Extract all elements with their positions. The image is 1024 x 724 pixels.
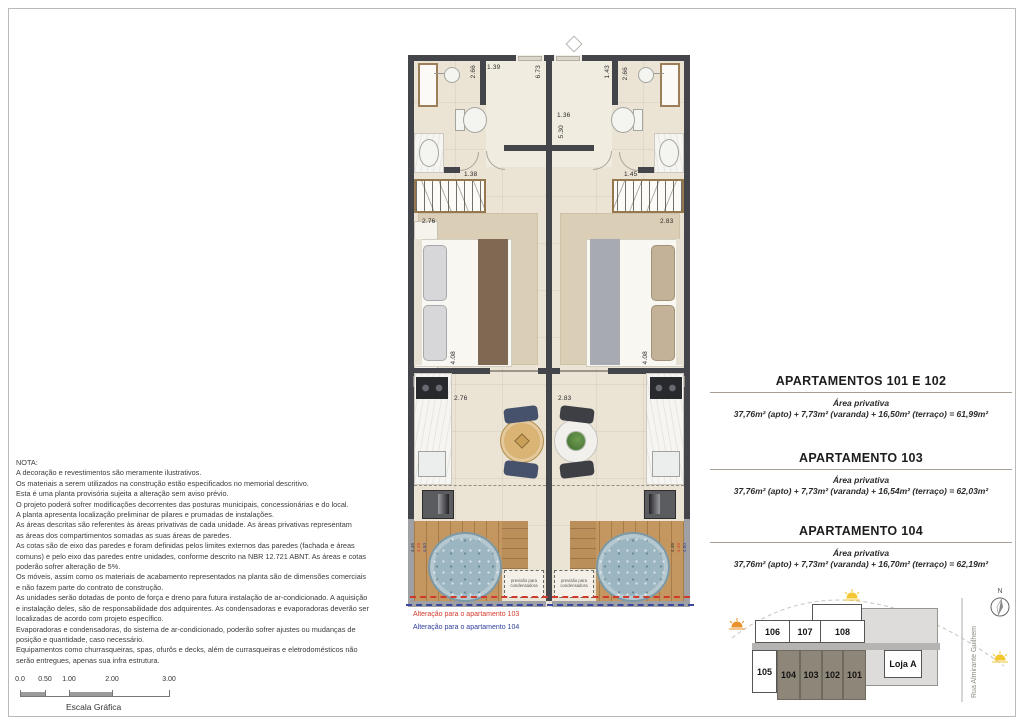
notes-line: posição e quantidade, caso necessário. bbox=[16, 634, 145, 644]
shower bbox=[418, 63, 438, 107]
dim-label: 1.45 bbox=[624, 171, 638, 178]
dim-label: 2.83 bbox=[660, 218, 674, 225]
pillow bbox=[423, 305, 447, 361]
dim-label: 4.46 bbox=[411, 543, 416, 553]
key-plan-loja-a bbox=[884, 650, 922, 678]
unit-right bbox=[552, 55, 690, 607]
key-plan-unit-105 bbox=[752, 650, 777, 693]
notes-line: poderão sofrer alteração de 5%. bbox=[16, 562, 121, 572]
wardrobe bbox=[612, 179, 684, 213]
toilet bbox=[463, 107, 487, 133]
apartment-title: APARTAMENTO 103 bbox=[799, 451, 923, 465]
dining-table bbox=[500, 419, 544, 463]
dim-label: 2.66 bbox=[470, 65, 477, 79]
chair bbox=[503, 460, 539, 479]
scale-bar-tick bbox=[169, 690, 170, 697]
shower bbox=[660, 63, 680, 107]
alteration-label-104: Alteração para o apartamento 104 bbox=[413, 624, 520, 631]
condensadora-label: previsão para bbox=[510, 578, 538, 583]
wall bbox=[538, 368, 546, 374]
deck-strip bbox=[502, 521, 528, 569]
scale-bar-tick bbox=[20, 690, 21, 697]
key-plan bbox=[712, 580, 1014, 712]
key-plan-unit-107 bbox=[789, 620, 821, 643]
notes-line: Equipamentos como churrasqueiras, spas, ofurôs e decks, além de currasqueiras e eletrodomésticos não bbox=[16, 645, 358, 655]
area-label: Área privativa bbox=[832, 398, 890, 408]
pillow bbox=[651, 245, 675, 301]
ofuro-tub bbox=[428, 532, 502, 602]
street-label: Rua Almirante Guilhem bbox=[971, 626, 978, 698]
kitchen-sink bbox=[418, 451, 446, 477]
condensadora-box bbox=[554, 570, 594, 598]
bathroom-sink bbox=[638, 67, 654, 83]
chair bbox=[503, 405, 539, 424]
notes-line: serão entregues, apenas sua infra estrutura. bbox=[16, 655, 160, 665]
faucet-line bbox=[654, 73, 664, 74]
apartment-section-104 bbox=[710, 524, 1012, 569]
apartment-section-101-102 bbox=[710, 374, 1012, 419]
graphic-scale bbox=[16, 676, 196, 720]
notes-line: Esta é uma planta provisória sujeita a alteração sem aviso prévio. bbox=[16, 489, 229, 499]
key-plan-unit-106 bbox=[755, 620, 790, 643]
apartment-title: APARTAMENTOS 101 E 102 bbox=[775, 374, 947, 388]
wall bbox=[684, 55, 690, 519]
notes-line: comuns) e pelo eixo das paredes entre unidades, conforme descrito na NBR 12.721 ABNT. As áreas e cotas bbox=[16, 551, 367, 561]
pillow bbox=[423, 245, 447, 301]
dim-label: 1.36 bbox=[557, 112, 571, 119]
sun-icon bbox=[844, 589, 860, 600]
dim-label: 4.50 bbox=[683, 543, 688, 553]
dim-label: 2.83 bbox=[558, 395, 572, 402]
scale-bar-tick bbox=[45, 690, 46, 697]
wardrobe bbox=[414, 179, 486, 213]
notes-line: e não fazem parte do contrato de construção. bbox=[16, 582, 164, 592]
notes-line: e instalação deles, são de responsabilidade dos adquirentes. As condensadoras e evaporadoras deverão ser bbox=[16, 603, 369, 613]
apartment-section-103 bbox=[710, 451, 1012, 496]
dining-table bbox=[554, 419, 598, 463]
scale-bar-tick bbox=[69, 690, 70, 697]
notes-line: As unidades serão dotadas de ponto de força e dreno para futura instalação de ar-condicionado. A aquisição bbox=[16, 593, 368, 603]
notes-line: Os materiais a serem utilizados na construção estão especificados no memorial descritivo. bbox=[16, 478, 309, 488]
cooktop bbox=[650, 377, 682, 399]
wall bbox=[552, 368, 560, 374]
bed-runner bbox=[590, 239, 620, 365]
key-plan-unit-108 bbox=[820, 620, 865, 643]
key-plan-unit-102 bbox=[822, 650, 843, 700]
dim-label: 6.73 bbox=[535, 65, 542, 79]
pillow bbox=[651, 305, 675, 361]
bathroom-wall bbox=[480, 61, 486, 105]
hall-wall bbox=[552, 145, 594, 151]
sliding-door bbox=[560, 370, 608, 372]
vanity-basin bbox=[659, 139, 679, 167]
key-plan-unit-104 bbox=[777, 650, 800, 700]
vanity-basin bbox=[419, 139, 439, 167]
scale-tick-label: 0.0 bbox=[15, 676, 25, 683]
varanda-boundary-line bbox=[414, 485, 546, 486]
dim-label: 1.39 bbox=[487, 64, 501, 71]
unit-label: 103 bbox=[803, 670, 819, 680]
key-plan-unit-101 bbox=[843, 650, 866, 700]
alteration-line-103 bbox=[410, 596, 690, 598]
dim-label: 4.50 bbox=[423, 543, 428, 553]
appliance-door bbox=[438, 494, 449, 514]
area-formula: 37,76m² (apto) + 7,73m² (varanda) + 16,54m² (terraço) = 62,03m² bbox=[733, 486, 989, 496]
scale-tick-label: 3.00 bbox=[162, 676, 176, 683]
appliance-door bbox=[649, 494, 660, 514]
dim-label: 4.46 bbox=[671, 543, 676, 553]
sun-icon bbox=[729, 618, 745, 629]
dim-label: 1.38 bbox=[464, 171, 478, 178]
notes-line: As cotas são de eixo das paredes e foram definidas pelos limites externos das paredes (fachada e áreas bbox=[16, 541, 355, 551]
condensadora-label: condensadora bbox=[510, 583, 538, 589]
alteration-line-104 bbox=[406, 604, 694, 606]
faucet-line bbox=[434, 73, 444, 74]
cooktop bbox=[416, 377, 448, 399]
dim-label: 2.76 bbox=[422, 218, 436, 225]
notes-line: A decoração e revestimentos são meramente ilustrativos. bbox=[16, 468, 202, 478]
notes-line: As áreas descritas são referentes às áreas privativas de cada unidade. As áreas privativas representam bbox=[16, 520, 352, 530]
north-label: N bbox=[997, 588, 1003, 595]
dim-label: 2.66 bbox=[622, 67, 629, 81]
divider bbox=[710, 469, 1012, 470]
notes-line: localizadas de acordo com projeto específico. bbox=[16, 614, 164, 624]
floor-plan bbox=[408, 55, 690, 607]
bed-runner bbox=[478, 239, 508, 365]
condensadora-label: condensadora bbox=[560, 583, 588, 589]
unit-label: 101 bbox=[846, 670, 863, 680]
unit-label: Loja A bbox=[889, 659, 917, 669]
notes-title: NOTA: bbox=[16, 458, 38, 467]
condensadora-label: previsão para bbox=[560, 578, 588, 583]
notes-line: Evaporadoras e condensadoras, do sistema de ar-condicionado, poderão sofrer ajustes ou mudanças de bbox=[16, 624, 356, 634]
kitchen-sink bbox=[652, 451, 680, 477]
notes-line: A planta apresenta localização preliminar de pilares e prumadas de instalações. bbox=[16, 510, 274, 520]
terrace-wall bbox=[684, 519, 690, 607]
alteration-dims-left bbox=[411, 543, 428, 552]
appliance bbox=[422, 490, 454, 519]
corridor-band bbox=[752, 643, 940, 650]
dim-label: 4.49 bbox=[417, 543, 422, 553]
scale-tick-label: 2.00 bbox=[105, 676, 119, 683]
area-formula: 37,76m² (apto) + 7,73m² (varanda) + 16,70m² (terraço) = 62,19m² bbox=[733, 559, 989, 569]
dim-label: 2.76 bbox=[454, 395, 468, 402]
unit-label: 108 bbox=[834, 626, 851, 637]
scale-bar-block bbox=[69, 692, 112, 696]
hall-wall bbox=[504, 145, 546, 151]
condensadora-box bbox=[504, 570, 544, 598]
divider bbox=[710, 542, 1012, 543]
apartment-title: APARTAMENTO 104 bbox=[799, 524, 923, 538]
door-swing-arc bbox=[619, 152, 638, 171]
divider bbox=[710, 392, 1012, 393]
unit-label: 106 bbox=[764, 626, 781, 637]
dim-label: 1.43 bbox=[604, 65, 611, 79]
door-swing-arc bbox=[486, 151, 505, 170]
key-plan-unit-103 bbox=[800, 650, 822, 700]
unit-label: 104 bbox=[780, 670, 797, 680]
scale-bar-line bbox=[20, 696, 169, 697]
scale-bar-block bbox=[20, 692, 45, 696]
ofuro-tub bbox=[596, 532, 670, 602]
notes-line: as áreas dos compartimentos somadas as suas áreas de paredes. bbox=[16, 530, 232, 540]
alteration-dims-right bbox=[671, 543, 688, 552]
bed-headboard bbox=[414, 239, 422, 365]
unit-left bbox=[408, 55, 546, 607]
door-swing-arc bbox=[460, 152, 479, 171]
scale-tick-label: 0.50 bbox=[38, 676, 52, 683]
notes-block bbox=[16, 458, 416, 666]
dim-label: 4.49 bbox=[677, 543, 682, 553]
notes-line: Os móveis, assim como os materiais de acabamento representados na planta são de dimensões comerciais bbox=[16, 572, 367, 582]
door-swing-arc bbox=[593, 151, 612, 170]
sun-icon bbox=[992, 651, 1008, 662]
unit-label: 107 bbox=[797, 626, 813, 637]
varanda-boundary-line bbox=[552, 485, 684, 486]
area-label: Área privativa bbox=[832, 475, 890, 485]
deck-strip bbox=[570, 521, 596, 569]
alteration-label-103: Alteração para o apartamento 103 bbox=[413, 611, 520, 618]
scale-tick-label: 1.00 bbox=[62, 676, 76, 683]
chair bbox=[559, 460, 595, 479]
dim-label: 4.08 bbox=[450, 351, 457, 365]
dim-label: 4.08 bbox=[642, 351, 649, 365]
unit-label: 105 bbox=[756, 666, 773, 677]
bathroom-sink bbox=[444, 67, 460, 83]
toilet bbox=[611, 107, 635, 133]
table-centerpiece bbox=[514, 433, 530, 449]
appliance bbox=[644, 490, 676, 519]
area-label: Área privativa bbox=[832, 548, 890, 558]
bathroom-wall bbox=[612, 61, 618, 105]
compass-icon bbox=[991, 598, 1009, 616]
scale-bar-tick bbox=[112, 690, 113, 697]
scale-bar-title: Escala Gráfica bbox=[66, 702, 122, 712]
party-wall bbox=[546, 55, 552, 601]
area-formula: 37,76m² (apto) + 7,73m² (varanda) + 16,50m² (terraço) = 61,99m² bbox=[733, 409, 989, 419]
bed-headboard bbox=[676, 239, 684, 365]
sliding-door bbox=[490, 370, 538, 372]
plant-centerpiece bbox=[567, 432, 585, 450]
unit-label: 102 bbox=[824, 670, 841, 680]
dim-label: 5.30 bbox=[558, 125, 565, 139]
notes-line: O projeto poderá sofrer modificações decorrentes das posturas municipais, concessionárias e do local. bbox=[16, 499, 349, 509]
